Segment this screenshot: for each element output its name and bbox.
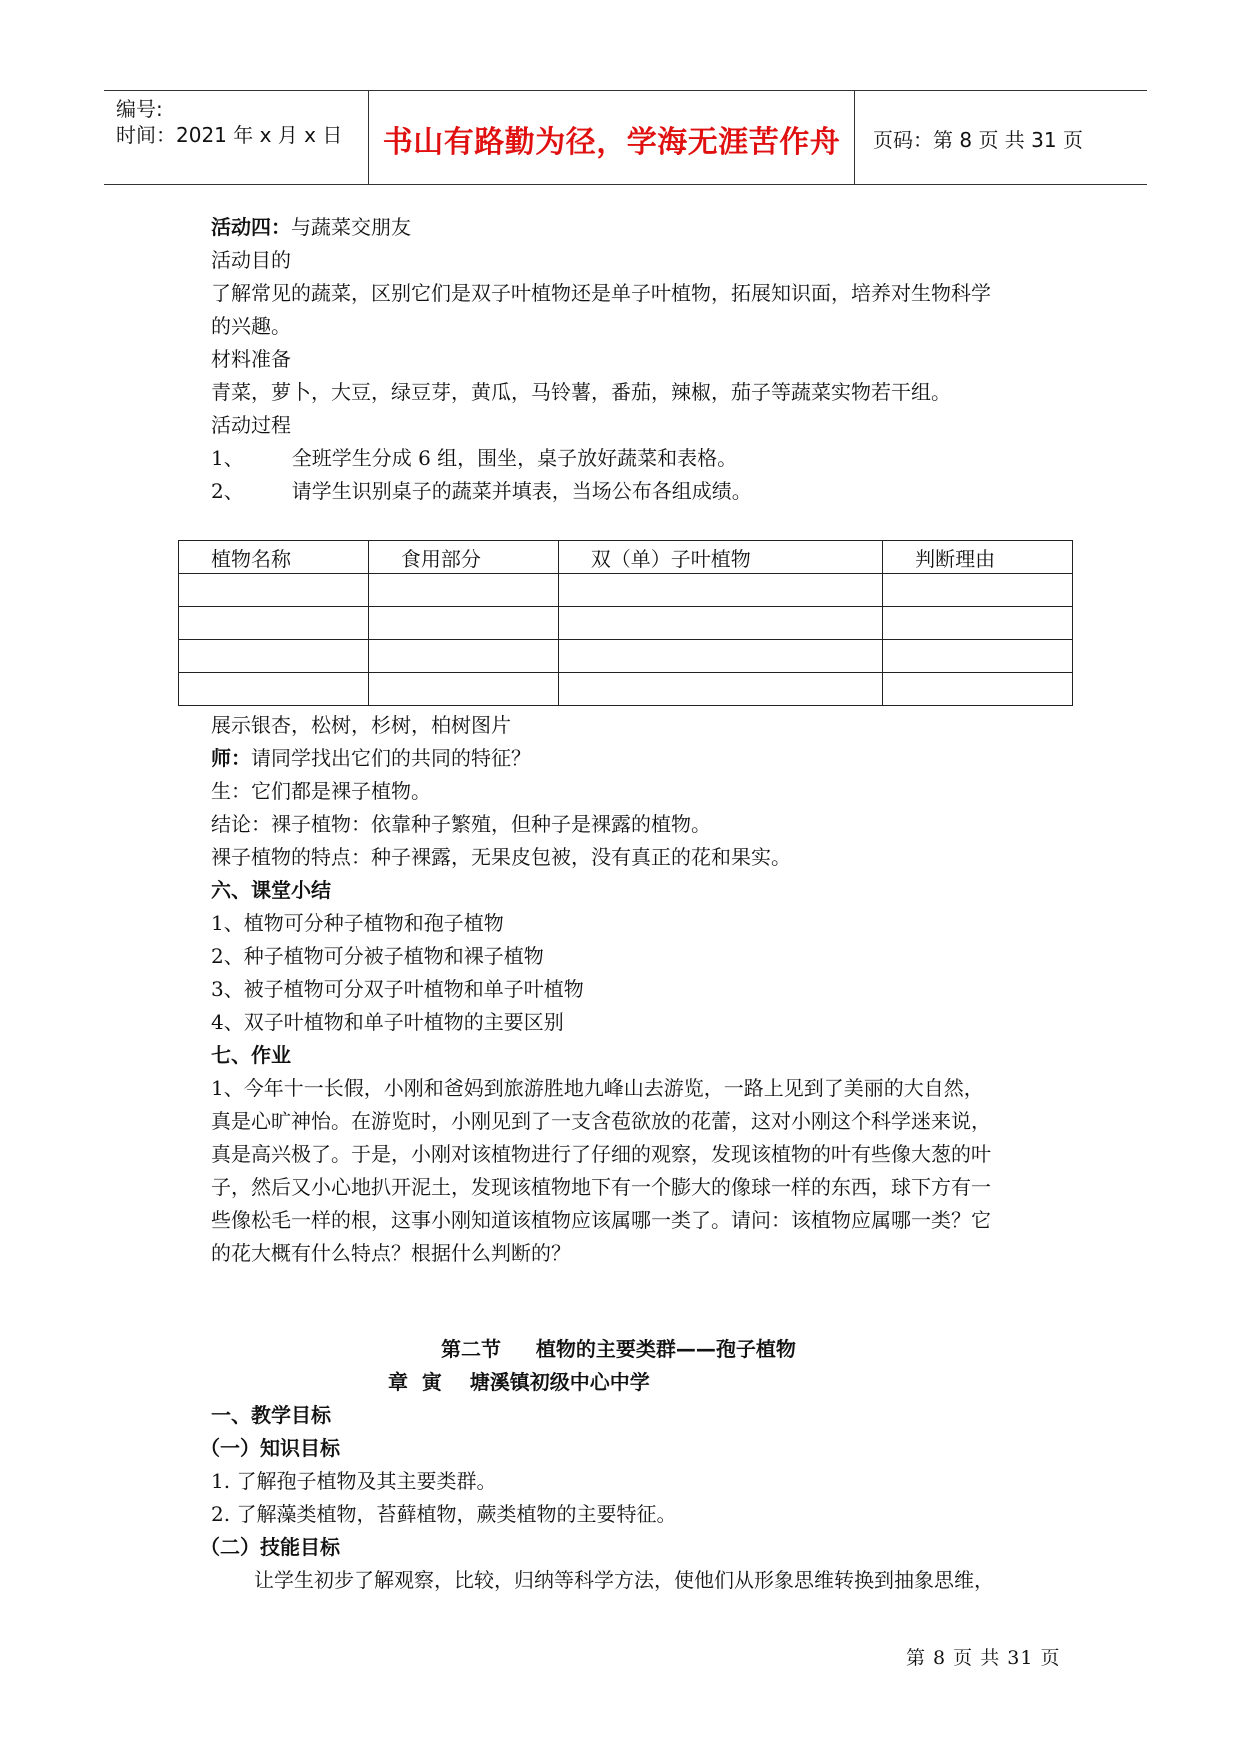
- table-header-cell: 判断理由: [883, 541, 1073, 574]
- summary-item: 2、种子植物可分被子植物和裸子植物: [211, 944, 544, 968]
- teacher-label: 师：: [211, 746, 251, 770]
- header-motto-cell: [369, 91, 855, 184]
- table-cell: [883, 640, 1073, 673]
- material-heading: 材料准备: [211, 347, 291, 371]
- homework-line: 的花大概有什么特点？根据什么判断的？: [211, 1241, 571, 1265]
- step-2-text: 请学生识别桌子的蔬菜并填表，当场公布各组成绩。: [291, 479, 752, 503]
- skill-goals-heading: （二）技能目标: [200, 1535, 340, 1559]
- step-1-text: 全班学生分成 6 组，围坐，桌子放好蔬菜和表格。: [291, 446, 738, 470]
- table-cell: [558, 640, 882, 673]
- header-info-cell: [104, 91, 369, 184]
- table-cell: [558, 574, 882, 607]
- homework-line: 些像松毛一样的根，这事小刚知道该植物应该属哪一类了。请问：该植物应属哪一类？它: [211, 1208, 991, 1232]
- homework-heading: 七、作业: [211, 1043, 291, 1067]
- step-1-number: 1、: [211, 446, 244, 470]
- table-cell: [179, 607, 369, 640]
- table-header-cell: 食用部分: [368, 541, 558, 574]
- conclusion-text: 结论：裸子植物：依靠种子繁殖，但种子是裸露的植物。: [211, 812, 711, 836]
- process-step-2: [211, 478, 752, 504]
- skill-goal-text: 让学生初步了解观察，比较，归纳等科学方法，使他们从形象思维转换到抽象思维，: [254, 1568, 994, 1592]
- table-cell: [883, 574, 1073, 607]
- vegetable-table: [178, 540, 1073, 706]
- table-cell: [368, 673, 558, 706]
- material-text: 青菜，萝卜，大豆，绿豆芽，黄瓜，马铃薯，番茄，辣椒，茄子等蔬菜实物若干组。: [211, 380, 951, 404]
- knowledge-goals-heading: （一）知识目标: [200, 1436, 340, 1460]
- section-title: 第二节 植物的主要类群——孢子植物: [441, 1337, 796, 1361]
- table-row: [179, 673, 1073, 706]
- goal-heading: 活动目的: [211, 248, 291, 272]
- student-answer: 生：它们都是裸子植物。: [211, 779, 431, 803]
- knowledge-goal-2: 2. 了解藻类植物，苔藓植物，蕨类植物的主要特征。: [211, 1502, 677, 1526]
- table-row: [179, 574, 1073, 607]
- section-author: 章 寅 塘溪镇初级中心中学: [388, 1370, 650, 1394]
- serial-number-label: 编号:: [116, 97, 163, 121]
- table-cell: [883, 607, 1073, 640]
- table-cell: [368, 607, 558, 640]
- homework-line: 1、今年十一长假，小刚和爸妈到旅游胜地九峰山去游览，一路上见到了美丽的大自然，: [211, 1076, 984, 1100]
- summary-item: 1、植物可分种子植物和孢子植物: [211, 911, 504, 935]
- teacher-question: [211, 745, 531, 771]
- table-header-cell: 双（单）子叶植物: [558, 541, 882, 574]
- table-cell: [558, 673, 882, 706]
- date-label: 时间：2021 年 x 月 x 日: [116, 123, 343, 147]
- table-cell: [179, 574, 369, 607]
- table-cell: [368, 640, 558, 673]
- header-page-cell: [855, 91, 1147, 184]
- knowledge-goal-1: 1. 了解孢子植物及其主要类群。: [211, 1469, 497, 1493]
- table-cell: [179, 640, 369, 673]
- table-header-row: [179, 541, 1073, 574]
- page-footer: 第 8 页 共 31 页: [906, 1647, 1061, 1669]
- teacher-text: 请同学找出它们的共同的特征？: [251, 746, 531, 770]
- page-header: [104, 90, 1147, 185]
- table-cell: [883, 673, 1073, 706]
- homework-line: 真是心旷神怡。在游览时，小刚见到了一支含苞欲放的花蕾，这对小刚这个科学迷来说，: [211, 1109, 991, 1133]
- activity-title-text: 与蔬菜交朋友: [291, 215, 411, 239]
- table-cell: [179, 673, 369, 706]
- goal-line-2: 的兴趣。: [211, 314, 291, 338]
- table-cell: [368, 574, 558, 607]
- summary-item: 4、双子叶植物和单子叶植物的主要区别: [211, 1010, 564, 1034]
- show-images-text: 展示银杏，松树，杉树，柏树图片: [211, 713, 511, 737]
- summary-item: 3、被子植物可分双子叶植物和单子叶植物: [211, 977, 584, 1001]
- process-heading: 活动过程: [211, 413, 291, 437]
- table-header-cell: 植物名称: [179, 541, 369, 574]
- table-row: [179, 640, 1073, 673]
- table-row: [179, 607, 1073, 640]
- summary-heading: 六、课堂小结: [211, 878, 331, 902]
- homework-line: 子，然后又小心地扒开泥土，发现该植物地下有一个膨大的像球一样的东西，球下方有一: [211, 1175, 991, 1199]
- activity-title-bold: 活动四：: [211, 215, 291, 239]
- header-motto: 书山有路勤为径，学海无涯苦作舟: [382, 125, 841, 160]
- step-2-number: 2、: [211, 479, 244, 503]
- page-number-label: 页码：第 8 页 共 31 页: [873, 128, 1083, 152]
- features-text: 裸子植物的特点：种子裸露，无果皮包被，没有真正的花和果实。: [211, 845, 791, 869]
- process-step-1: [211, 445, 737, 471]
- goal-line-1: 了解常见的蔬菜，区别它们是双子叶植物还是单子叶植物，拓展知识面，培养对生物科学: [211, 281, 991, 305]
- table-cell: [558, 607, 882, 640]
- activity-title: [211, 214, 411, 240]
- homework-line: 真是高兴极了。于是，小刚对该植物进行了仔细的观察，发现该植物的叶有些像大葱的叶: [211, 1142, 991, 1166]
- teaching-goals-heading: 一、教学目标: [211, 1403, 331, 1427]
